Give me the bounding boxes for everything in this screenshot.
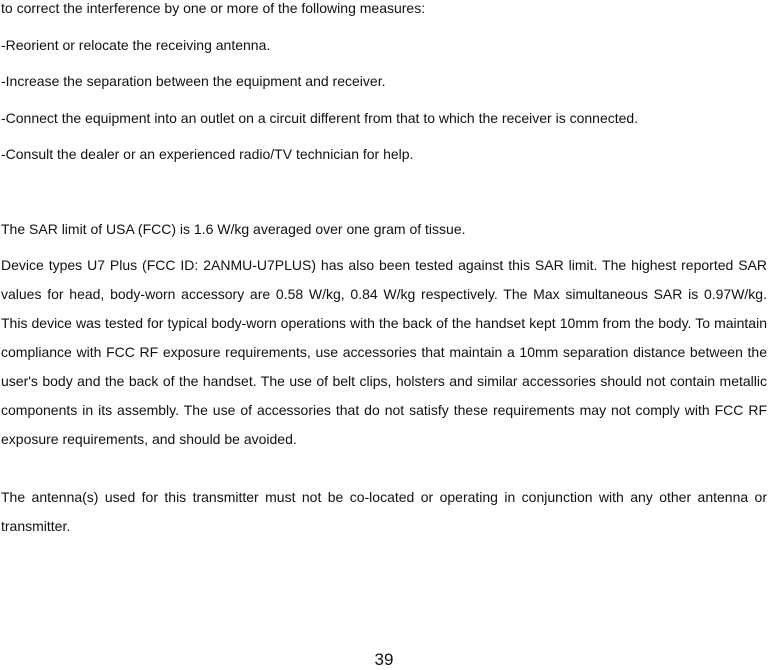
measure-increase-separation: -Increase the separation between the equipment and receiver. bbox=[1, 73, 386, 89]
measure-consult-dealer: -Consult the dealer or an experienced radio/TV technician for help. bbox=[1, 146, 414, 162]
page-number: 39 bbox=[374, 650, 394, 669]
sar-paragraph: Device types U7 Plus (FCC ID: 2ANMU-U7PLUS) has also been tested against this SAR limit. The highest reported SAR values for head, body-worn accessory are 0.58 W/kg, 0.84 W/kg respectively. The Max simultaneous SAR is 0.97W/kg. This device was tested for typical body-worn operations with the back of the handset kept 10mm from the body. To maintain compliance with FCC RF exposure requirements, use accessories that maintain a 10mm separation distance between the user's body and the back of the handset. The use of belt clips, holsters and similar accessories should not contain metallic components in its assembly. The use of accessories that do not satisfy these requirements may not comply with FCC RF exposure requirements, and should be avoided. bbox=[1, 257, 767, 447]
measure-reorient: -Reorient or relocate the receiving antenna. bbox=[1, 37, 271, 53]
antenna-paragraph: The antenna(s) used for this transmitter must not be co-located or operating in conjunction with any other antenna or transmitter. bbox=[1, 489, 767, 534]
measure-connect-outlet: -Connect the equipment into an outlet on a circuit different from that to which the receiver is connected. bbox=[1, 110, 639, 126]
intro-line: to correct the interference by one or more of the following measures: bbox=[1, 0, 426, 16]
sar-limit-line: The SAR limit of USA (FCC) is 1.6 W/kg averaged over one gram of tissue. bbox=[1, 221, 466, 237]
